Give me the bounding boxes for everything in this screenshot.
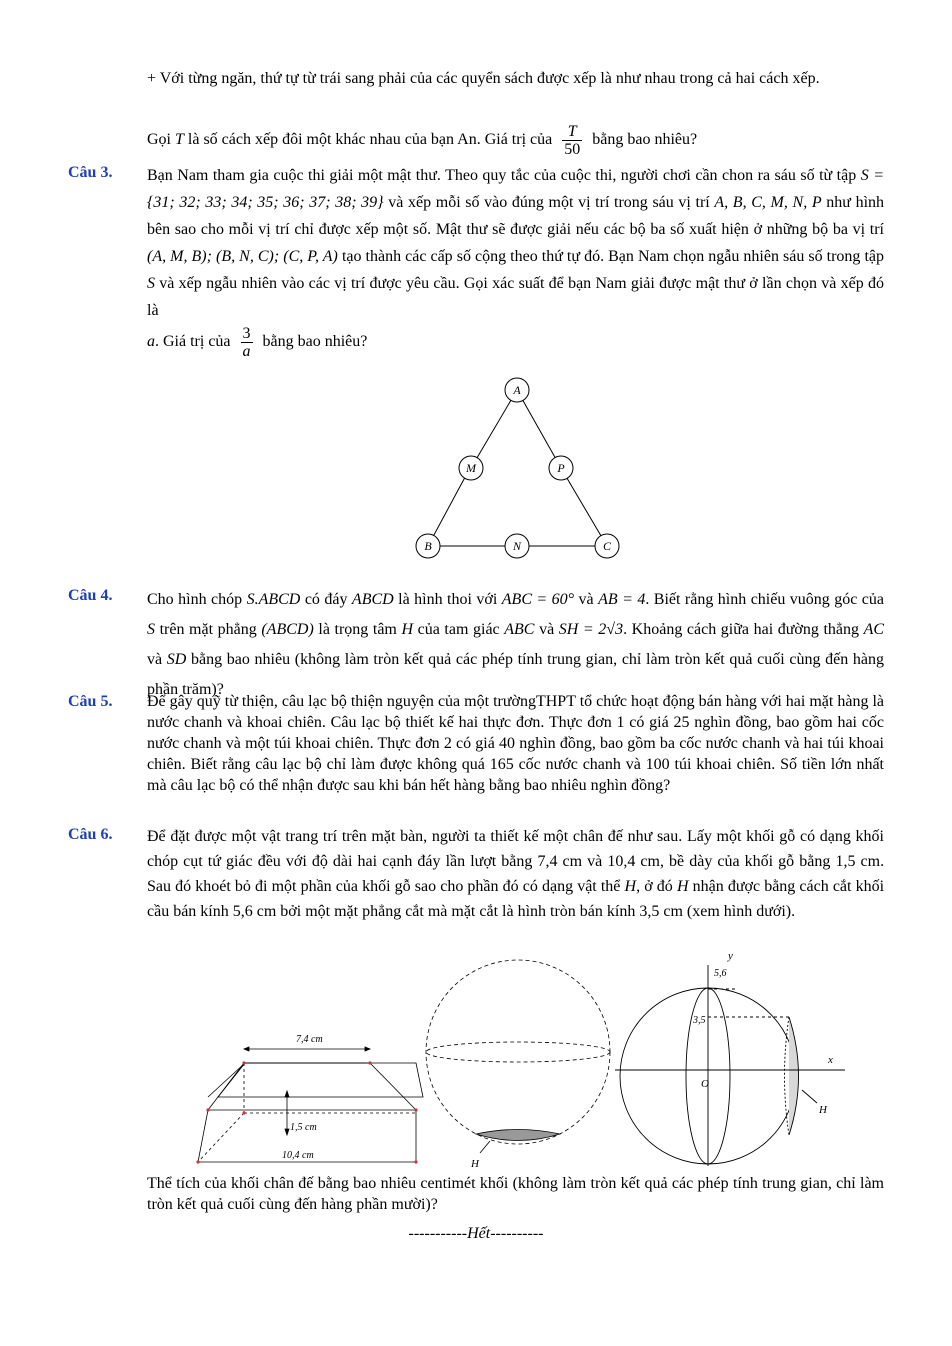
node-a <box>505 378 529 402</box>
svg-text:P: P <box>557 461 565 475</box>
svg-text:M: M <box>466 461 476 475</box>
node-p <box>549 456 573 480</box>
fraction-t-over-50: $\frac{T}{50}$ <box>564 122 581 158</box>
intro-question: Gọi T là số cách xếp đôi một khác nhau của bạn An. Giá trị của $\frac{T}{50}$ bằng bao nhiêu? <box>147 122 698 158</box>
label-bottom-edge: 10,4 cm <box>282 1150 314 1161</box>
label-3-5: 3,5 <box>693 1015 706 1026</box>
label-top-edge: 7,4 cm <box>296 1034 323 1045</box>
intro-line: + Với từng ngăn, thứ tự từ trái sang phải của các quyển sách được xếp là như nhau trong cả hai cách xếp. <box>147 70 820 87</box>
fraction-3-over-a: $\frac{3}{a}$ <box>242 324 251 360</box>
label-x: x <box>828 1054 833 1066</box>
question-5-label: Câu 5. <box>68 693 113 710</box>
triangle-diagram <box>400 372 640 567</box>
question-3-label: Câu 3. <box>68 164 113 181</box>
question-6-text: Để đặt được một vật trang trí trên mặt bàn, người ta thiết kế một chân đế như sau. Lấy một khối gỗ có dạng khối chóp cụt tứ giác đều với độ dài hai cạnh đáy lần lượt bằng 7,4 cm và 10,4 cm, bề dày của khối gỗ bằng 1,5 cm. Sau đó khoét bỏ đi một phần của khối gỗ sao cho phần đó có dạng vật thể H, ở đó H nhận được bằng cách cắt khối cầu bán kính 5,6 cm bởi một mặt phẳng cắt mà mặt cắt là hình tròn bán kính 3,5 cm (xem hình dưới). <box>147 828 885 920</box>
node-b <box>416 534 440 558</box>
label-o: O <box>701 1078 709 1090</box>
figure-frustum-sphere <box>190 945 870 1175</box>
label-5-6: 5,6 <box>714 968 727 979</box>
question-5-text: Để gây quỹ từ thiện, câu lạc bộ thiện nguyện của một trườngTHPT tổ chức hoạt động bán hàng với hai mặt hàng là nước chanh và khoai chiên. Câu lạc bộ thiết kế hai thực đơn. Thực đơn 1 có giá 25 nghìn đồng, bao gồm hai cốc nước chanh và một túi khoai chiên. Thực đơn 2 có giá 40 nghìn đồng, bao gồm ba cốc nước chanh và hai túi khoai chiên. Biết rằng câu lạc bộ chỉ làm được không quá 165 cốc nước chanh và 100 túi khoai chiên. Số tiền lớn nhất mà câu lạc bộ có thể nhận được sau khi bán hết hàng bằng bao nhiêu nghìn đồng? <box>147 693 884 794</box>
node-m <box>459 456 483 480</box>
footer-end: -----------Hết---------- <box>408 1225 544 1242</box>
label-h-right: H <box>819 1104 827 1116</box>
question-6-closing: Thể tích của khối chân đế bằng bao nhiêu centimét khối (không làm tròn kết quả các phép tính trung gian, chỉ làm tròn kết quả cuối cùng đến hàng phần mười)? <box>147 1175 884 1213</box>
question-4-text: Cho hình chóp S.ABCD có đáy ABCD là hình thoi với ABC = 60° và AB = 4. Biết rằng hình chiếu vuông góc của S trên mặt phẳng (ABCD) là trọng tâm H của tam giác ABC và SH = 2√3. Khoảng cách giữa hai đường thẳng AC và SD bằng bao nhiêu (không làm tròn kết quả các phép tính trung gian, chỉ làm tròn kết quả cuối cùng đến hàng phần trăm)? <box>147 591 885 698</box>
label-y: y <box>728 950 733 962</box>
svg-text:N: N <box>512 539 522 553</box>
question-3-ask: a. Giá trị của $\frac{3}{a}$ bằng bao nhiêu? <box>147 324 368 360</box>
label-h-middle: H <box>471 1158 479 1170</box>
svg-text:B: B <box>424 539 432 553</box>
sphere-dashed <box>426 960 610 1153</box>
label-height: 1,5 cm <box>290 1122 317 1133</box>
question-6-label: Câu 6. <box>68 826 113 843</box>
svg-text:A: A <box>513 383 521 397</box>
node-n <box>505 534 529 558</box>
node-c <box>595 534 619 558</box>
sphere-with-axes <box>615 965 845 1166</box>
frustum-top-face <box>218 1063 423 1097</box>
frustum-drawing <box>198 1047 423 1162</box>
svg-text:C: C <box>602 539 612 553</box>
question-3-text: Bạn Nam tham gia cuộc thi giải một mật thư. Theo quy tắc của cuộc thi, người chơi cần chon ra sáu số từ tập S = {31; 32; 33; 34; 35; 36; 37; 38; 39} và xếp mỗi số vào đúng một vị trí trong sáu vị trí A, B, C, M, N, P như hình bên sao cho mỗi vị trí chỉ được xếp một số. Mật thư sẽ được giải nếu các bộ ba số xuất hiện ở những bộ ba vị trí (A, M, B); (B, N, C); (C, P, A) tạo thành các cấp số cộng theo thứ tự đó. Bạn Nam chọn ngẫu nhiên sáu số trong tập S và xếp ngẫu nhiên vào các vị trí được yêu cầu. Gọi xác suất để bạn Nam giải được mật thư ở lần chọn và xếp đó là <box>147 167 885 319</box>
question-4-label: Câu 4. <box>68 587 113 604</box>
